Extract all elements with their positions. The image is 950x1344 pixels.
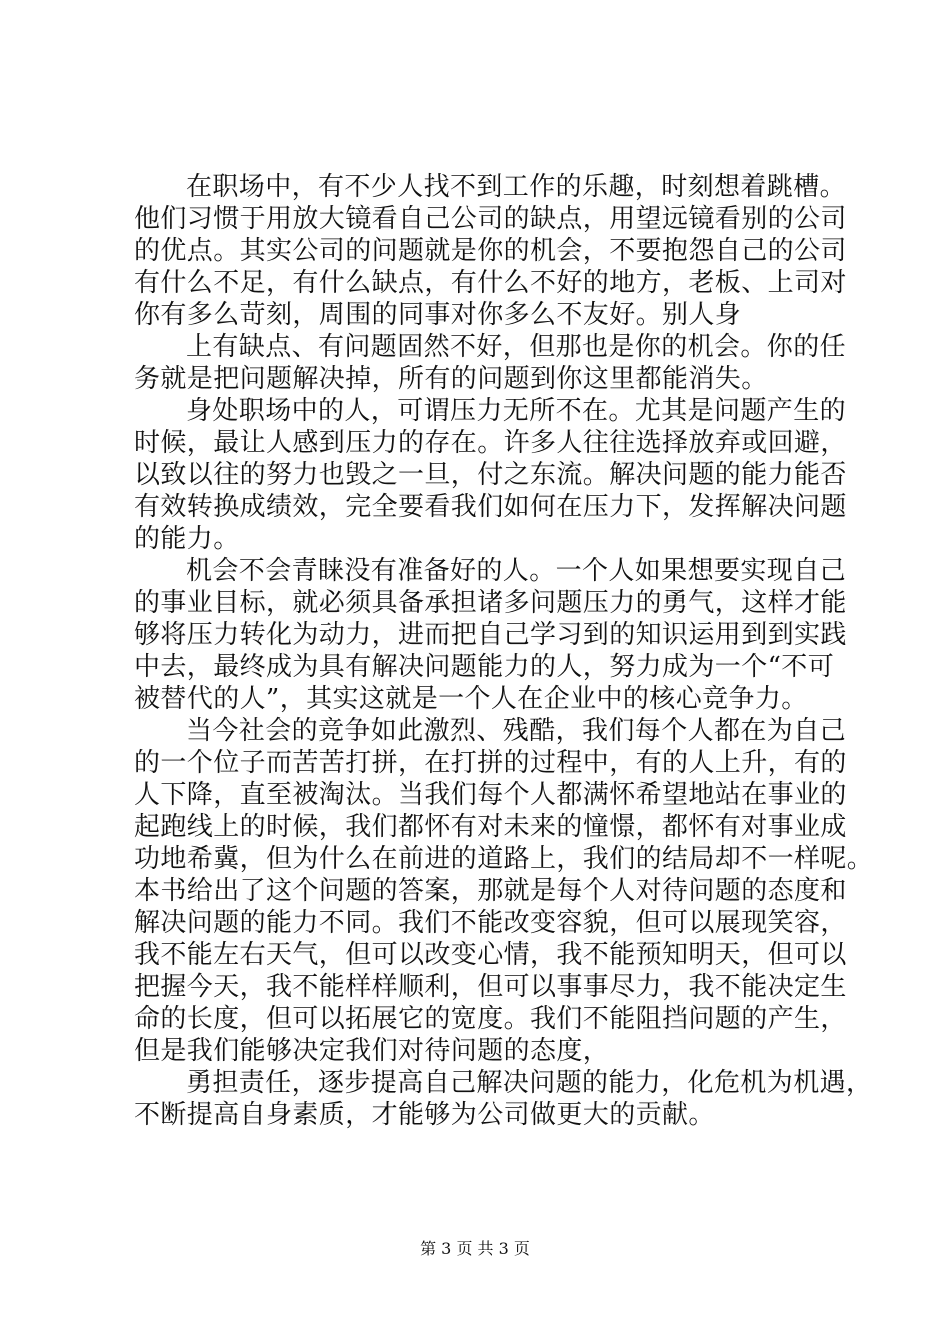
- text-line: 以致以往的努力也毁之一旦，付之东流。解决问题的能力能否: [134, 460, 847, 490]
- text-line: 的优点。其实公司的问题就是你的机会，不要抱怨自己的公司: [134, 236, 847, 266]
- text-line: 在职场中，有不少人找不到工作的乐趣，时刻想着跳槽。: [186, 172, 847, 202]
- text-line: 的事业目标，就必须具备承担诸多问题压力的勇气，这样才能: [134, 588, 847, 618]
- text-line: 勇担责任，逐步提高自己解决问题的能力，化危机为机遇，: [186, 1068, 873, 1098]
- text-line: 中去，最终成为具有解决问题能力的人，努力成为一个“不可: [134, 652, 835, 682]
- text-line: 但是我们能够决定我们对待问题的态度，: [134, 1036, 610, 1066]
- text-line: 功地希冀，但为什么在前进的道路上，我们的结局却不一样呢。: [134, 844, 874, 874]
- text-line: 当今社会的竞争如此激烈、残酷，我们每个人都在为自己: [186, 716, 847, 746]
- text-line: 时候，最让人感到压力的存在。许多人往往选择放弃或回避，: [134, 428, 847, 458]
- text-line: 我不能左右天气，但可以改变心情，我不能预知明天，但可以: [134, 940, 847, 970]
- text-line: 有效转换成绩效，完全要看我们如何在压力下，发挥解决问题: [134, 492, 847, 522]
- text-line: 起跑线上的时候，我们都怀有对未来的憧憬，都怀有对事业成: [134, 812, 847, 842]
- text-line: 身处职场中的人，可谓压力无所不在。尤其是问题产生的: [186, 396, 847, 426]
- text-line: 不断提高自身素质，才能够为公司做更大的贡献。: [134, 1100, 715, 1130]
- text-line: 命的长度，但可以拓展它的宽度。我们不能阻挡问题的产生，: [134, 1004, 847, 1034]
- text-line: 他们习惯于用放大镜看自己公司的缺点，用望远镜看别的公司: [134, 204, 847, 234]
- text-line: 上有缺点、有问题固然不好，但那也是你的机会。你的任: [186, 332, 847, 362]
- text-line: 够将压力转化为动力，进而把自己学习到的知识运用到到实践: [134, 620, 847, 650]
- text-line: 解决问题的能力不同。我们不能改变容貌，但可以展现笑容，: [134, 908, 847, 938]
- text-line: 的能力。: [134, 524, 240, 554]
- document-body: [134, 171, 874, 1131]
- text-line: 人下降，直至被淘汰。当我们每个人都满怀希望地站在事业的: [134, 780, 847, 810]
- text-line: 有什么不足，有什么缺点，有什么不好的地方，老板、上司对: [134, 268, 847, 298]
- text-line: 本书给出了这个问题的答案，那就是每个人对待问题的态度和: [134, 876, 847, 906]
- text-line: 你有多么苛刻，周围的同事对你多么不友好。别人身: [134, 300, 742, 330]
- text-line: 被替代的人”，其实这就是一个人在企业中的核心竞争力。: [134, 684, 808, 714]
- text-line: 的一个位子而苦苦打拼，在打拼的过程中，有的人上升，有的: [134, 748, 847, 778]
- page-number-footer: 第 3 页 共 3 页: [420, 1239, 530, 1258]
- text-line: 机会不会青睐没有准备好的人。一个人如果想要实现自己: [186, 556, 847, 586]
- text-line: 把握今天，我不能样样顺利，但可以事事尽力，我不能决定生: [134, 972, 847, 1002]
- text-line: 务就是把问题解决掉，所有的问题到你这里都能消失。: [134, 364, 768, 394]
